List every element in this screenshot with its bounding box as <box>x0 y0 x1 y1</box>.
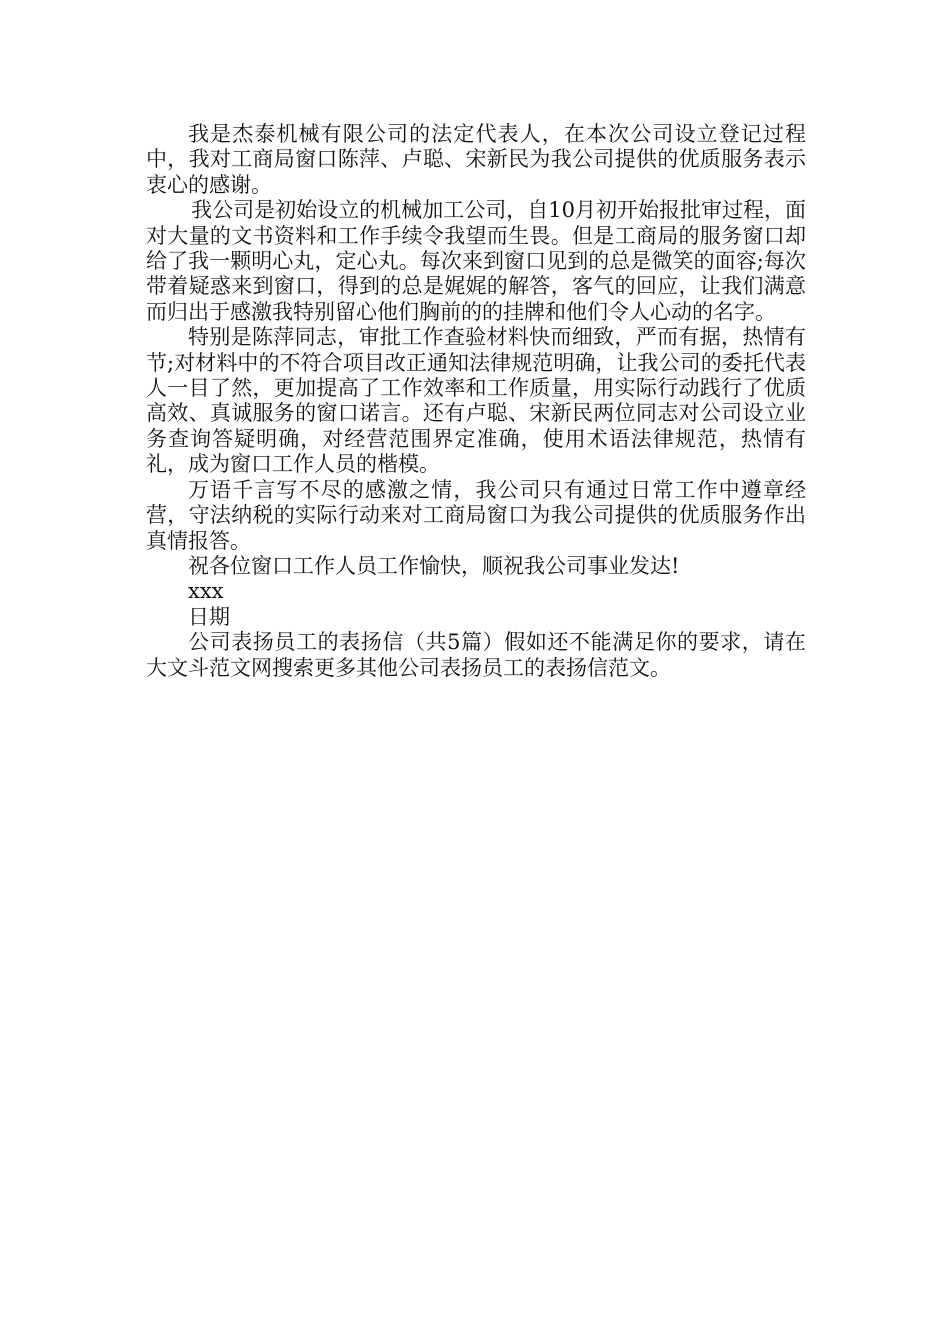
letter-body <box>146 122 806 681</box>
date-line: 日期 <box>188 604 230 629</box>
paragraph-praise: 特别是陈萍同志，审批工作查验材料快而细致，严而有据，热情有节;对材料中的不符合项目改正通知法律规范明确，让我公司的委托代表人一目了然，更加提高了工作效率和工作质量，用实际行动践行了优质高效、真诚服务的窗口诺言。还有卢聪、宋新民两位同志对公司设立业务查询答疑明确，对经营范围界定准确，使用术语法律规范，热情有礼，成为窗口工作人员的楷模。 <box>146 325 806 477</box>
closing-line: 祝各位窗口工作人员工作愉快，顺祝我公司事业发达! <box>188 553 680 578</box>
footer-note: 公司表扬员工的表扬信（共5篇）假如还不能满足你的要求，请在大文斗范文网搜索更多其他公司表扬员工的表扬信范文。 <box>146 630 806 680</box>
paragraph-intro: 我是杰泰机械有限公司的法定代表人，在本次公司设立登记过程中，我对工商局窗口陈萍、卢聪、宋新民为我公司提供的优质服务表示衷心的感谢。 <box>146 122 806 197</box>
paragraph-process: 我公司是初始设立的机械加工公司，自10月初开始报批审过程，面对大量的文书资料和工作手续令我望而生畏。但是工商局的服务窗口却给了我一颗明心丸，定心丸。每次来到窗口见到的总是微笑的面容;每次带着疑惑来到窗口，得到的总是娓娓的解答，客气的回应，让我们满意而归出于感激我特别留心他们胸前的的挂牌和他们令人心动的名字。 <box>146 198 806 324</box>
signature: xxx <box>188 579 224 604</box>
paragraph-gratitude: 万语千言写不尽的感激之情，我公司只有通过日常工作中遵章经营，守法纳税的实际行动来对工商局窗口为我公司提供的优质服务作出真情报答。 <box>146 477 806 553</box>
